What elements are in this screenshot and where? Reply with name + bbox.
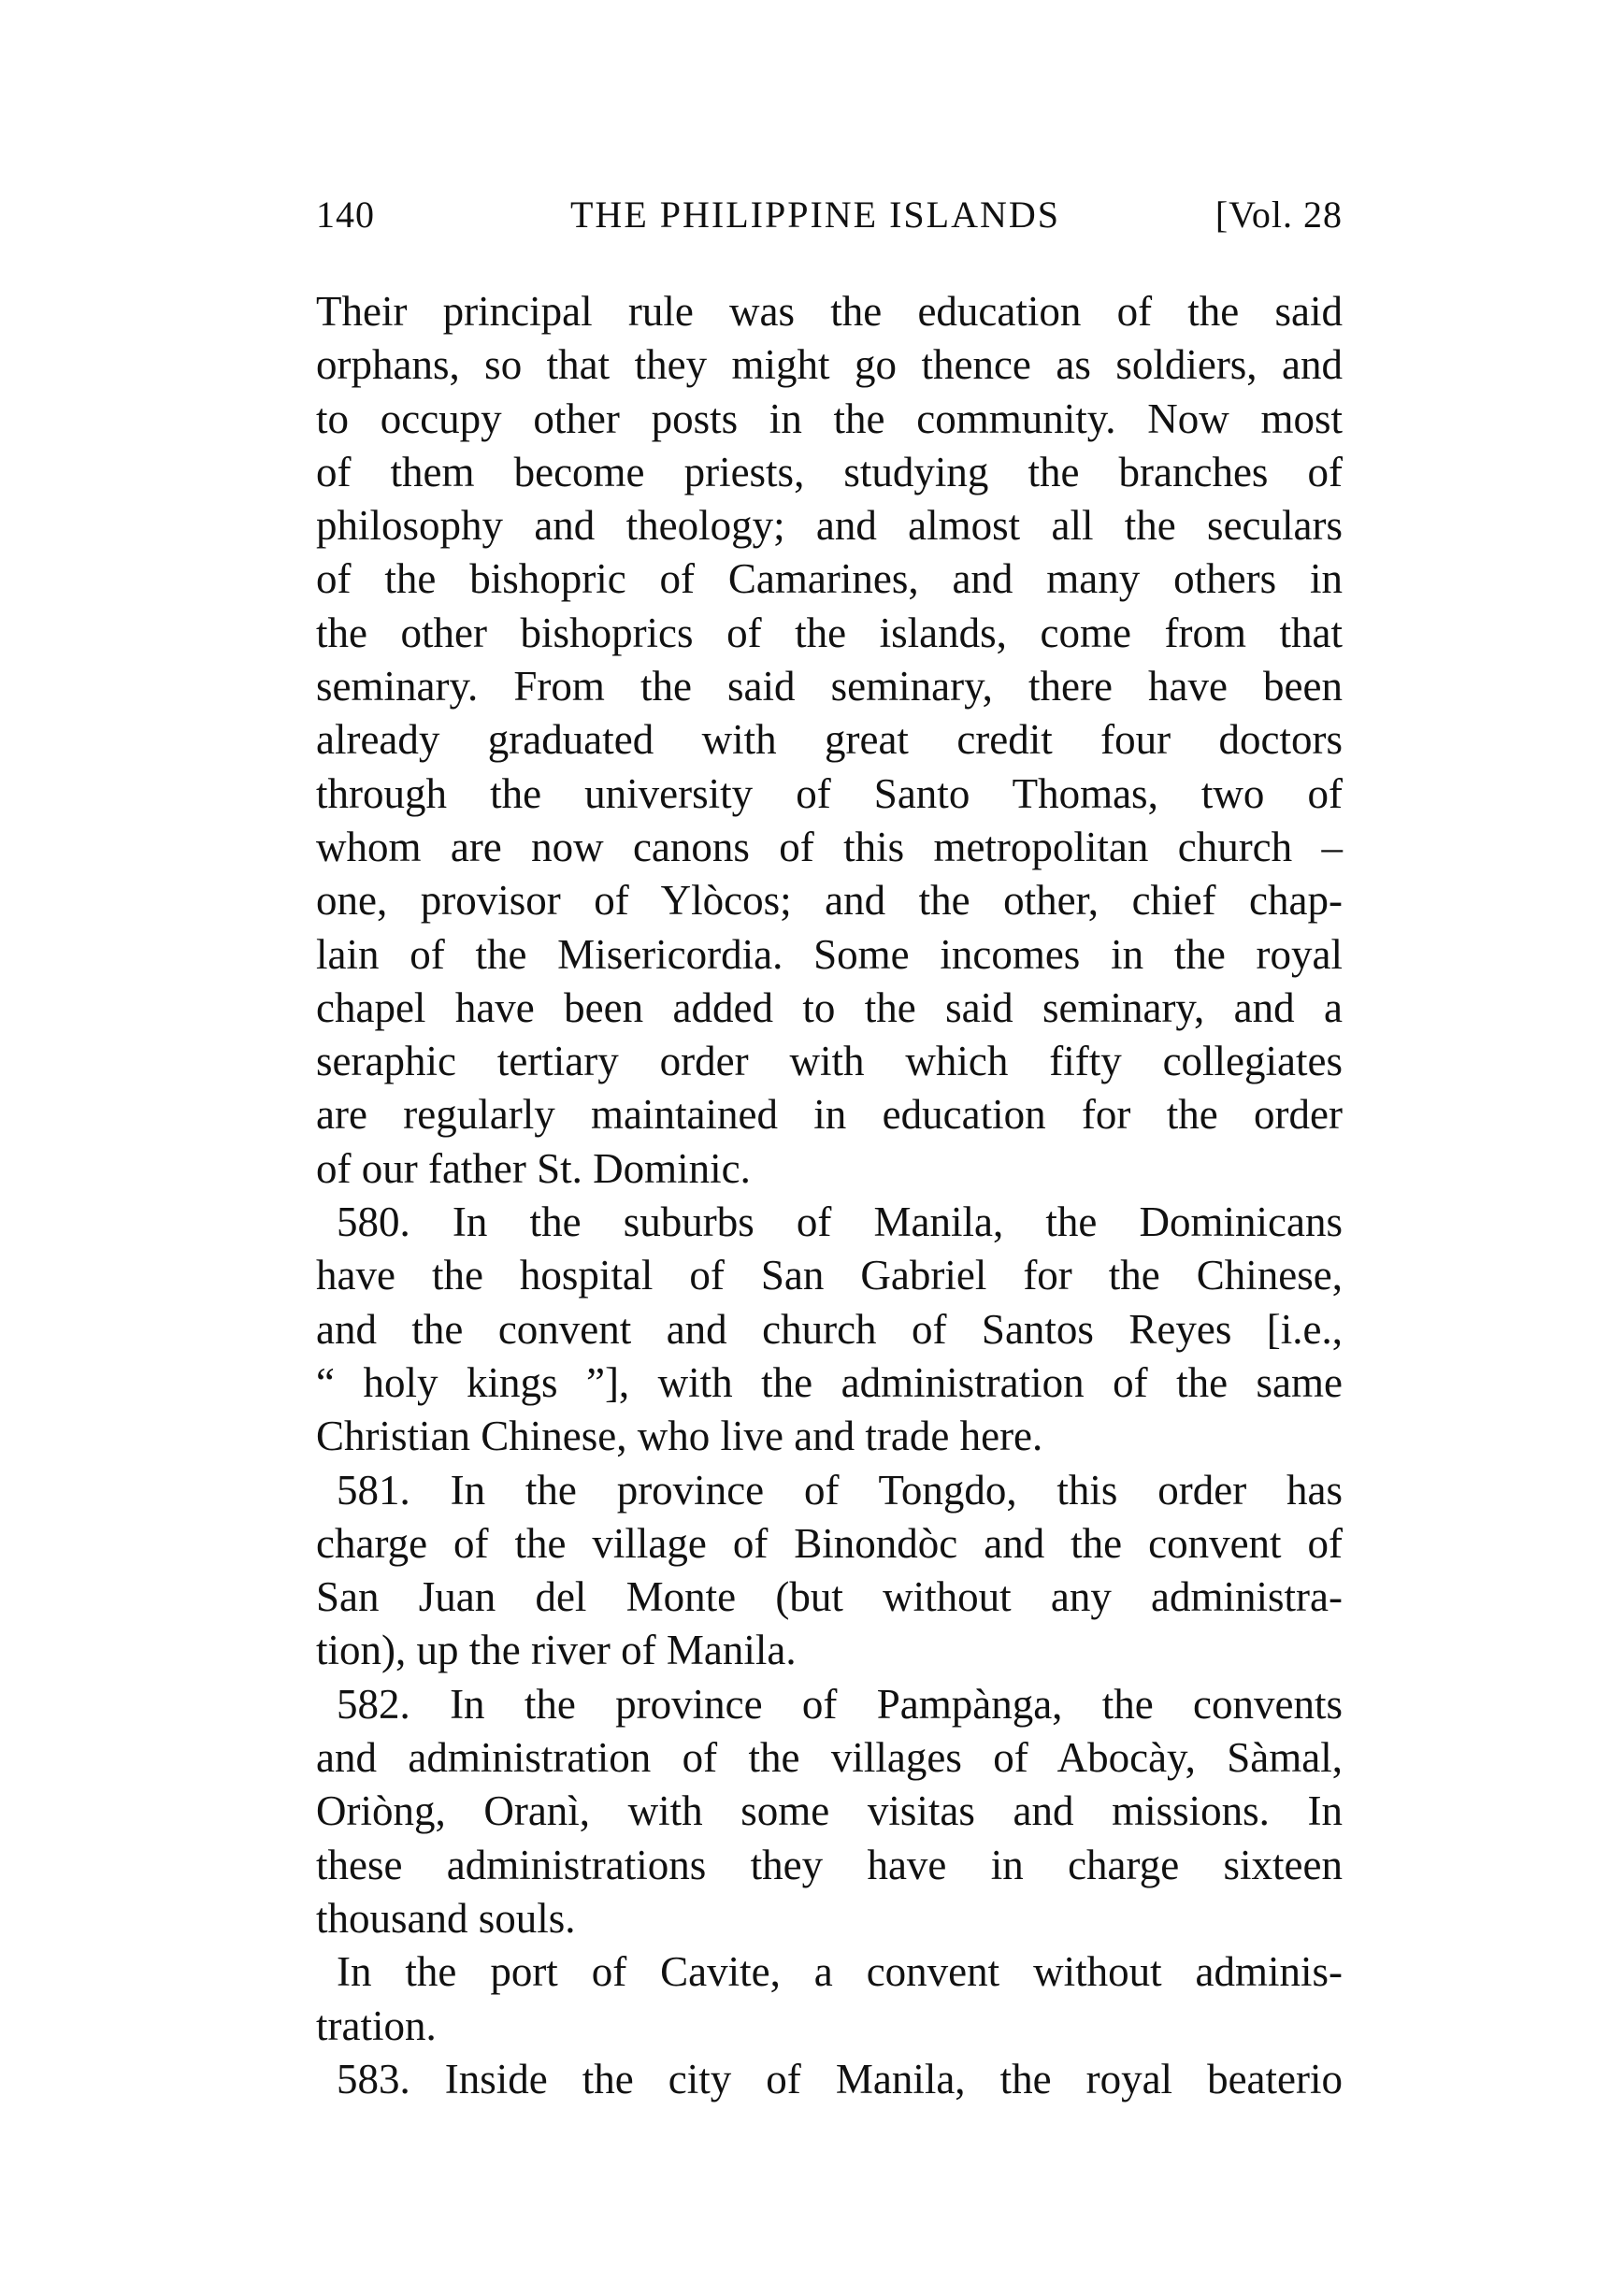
text-line: and administration of the villages of Abocày, Sàmal, <box>316 1734 1343 1782</box>
text-line: San Juan del Monte (but without any administra- <box>316 1573 1343 1621</box>
text-line-paragraph-580: 580. In the suburbs of Manila, the Dominicans <box>337 1198 1343 1246</box>
text-line: charge of the village of Binondòc and the convent of <box>316 1519 1343 1567</box>
text-line: to occupy other posts in the community. Now most <box>316 395 1343 442</box>
text-line-paragraph-end: of our father St. Dominic. <box>316 1144 751 1192</box>
text-line: lain of the Misericordia. Some incomes in the royal <box>316 930 1343 978</box>
text-line: have the hospital of San Gabriel for the Chinese, <box>316 1252 1343 1299</box>
text-line: seraphic tertiary order with which fifty collegiates <box>316 1038 1343 1085</box>
text-line-paragraph-end: tration. <box>316 2002 437 2049</box>
volume-label: [Vol. 28 <box>1214 194 1343 236</box>
text-line: whom are now canons of this metropolitan church – <box>316 823 1343 870</box>
text-line: orphans, so that they might go thence as soldiers, and <box>316 341 1343 389</box>
text-line: “ holy kings ”], with the administration of the same <box>316 1358 1343 1406</box>
text-line-paragraph-582: 582. In the province of Pampànga, the convents <box>337 1680 1343 1728</box>
text-line: of them become priests, studying the branches of <box>316 448 1343 495</box>
running-header <box>316 192 1343 238</box>
text-line: of the bishopric of Camarines, and many others in <box>316 555 1343 603</box>
text-line: one, provisor of Ylòcos; and the other, chief chap- <box>316 877 1343 925</box>
text-line: and the convent and church of Santos Reyes [i.e., <box>316 1305 1343 1353</box>
page-number: 140 <box>316 194 375 236</box>
text-line-paragraph-end: tion), up the river of Manila. <box>316 1627 797 1674</box>
text-line: are regularly maintained in education for the order <box>316 1091 1343 1139</box>
text-line: seminary. From the said seminary, there have been <box>316 663 1343 710</box>
text-line-paragraph-end: Christian Chinese, who live and trade here. <box>316 1413 1043 1460</box>
text-line: already graduated with great credit four doctors <box>316 716 1343 764</box>
text-line: Their principal rule was the education of the said <box>316 288 1343 335</box>
text-line-paragraph-cavite: In the port of Cavite, a convent without adminis- <box>337 1948 1343 1996</box>
text-line: Oriòng, Oranì, with some visitas and missions. In <box>316 1787 1343 1835</box>
text-line: chapel have been added to the said seminary, and a <box>316 983 1343 1031</box>
text-line: philosophy and theology; and almost all the seculars <box>316 502 1343 550</box>
text-line-paragraph-583: 583. Inside the city of Manila, the royal beaterio <box>337 2055 1343 2102</box>
text-line-paragraph-581: 581. In the province of Tongdo, this order has <box>337 1466 1343 1514</box>
body-text <box>316 285 1343 2106</box>
text-line: the other bishoprics of the islands, come from that <box>316 609 1343 656</box>
text-line: through the university of Santo Thomas, two of <box>316 769 1343 817</box>
text-line: these administrations they have in charge sixteen <box>316 1841 1343 1888</box>
running-title: THE PHILIPPINE ISLANDS <box>570 194 1060 236</box>
text-line-paragraph-end: thousand souls. <box>316 1894 576 1942</box>
